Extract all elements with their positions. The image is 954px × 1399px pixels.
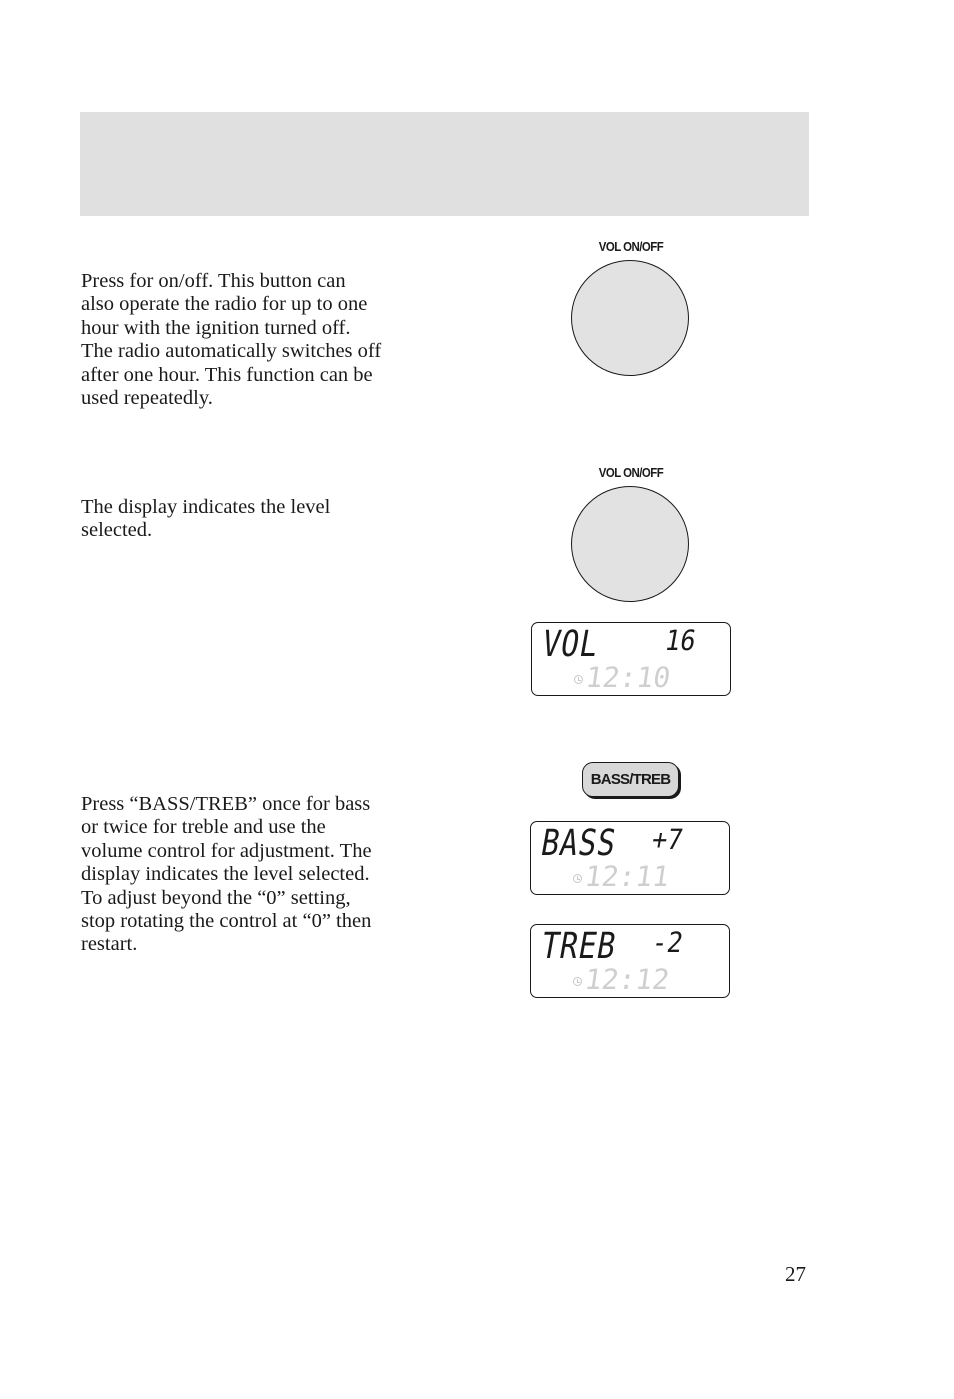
treble-display	[530, 924, 730, 998]
volume-knob[interactable]	[571, 486, 689, 602]
volume-display	[531, 622, 731, 696]
vol-on-off-label: VOL ON/OFF	[598, 465, 664, 480]
clock-icon	[573, 874, 582, 883]
display-mode-text: TREB	[537, 926, 620, 967]
vol-on-off-knob[interactable]	[571, 260, 689, 376]
display-clock: 12:11	[582, 860, 672, 893]
header-band	[80, 112, 809, 216]
display-mode-text: BASS	[537, 823, 620, 864]
clock-icon	[574, 675, 583, 684]
display-level-value: +7	[649, 823, 686, 856]
clock-icon	[573, 977, 582, 986]
display-level-value: -2	[649, 926, 686, 959]
on-off-description: Press for on/off. This button can also operate the radio for up to one hour with the ignition turned off. The radio automatically switches off after one hour. This function can be used repeatedly.	[81, 270, 382, 410]
display-clock: 12:10	[583, 661, 673, 694]
page-number: 27	[785, 1262, 806, 1286]
volume-description: The display indicates the level selected.	[81, 496, 331, 542]
vol-on-off-label: VOL ON/OFF	[598, 239, 664, 254]
bass-display	[530, 821, 730, 895]
bass-treb-button[interactable]: BASS/TREB	[582, 762, 679, 797]
display-mode-text: VOL	[538, 624, 602, 665]
bass-treble-description: Press “BASS/TREB” once for bass or twice for treble and use the volume control for adjustment. The display indicates the level selected. To adjust beyond the “0” setting, stop rotating the control at “0” then restart.	[81, 793, 372, 956]
display-clock: 12:12	[582, 963, 672, 996]
display-level-value: 16	[662, 624, 699, 657]
